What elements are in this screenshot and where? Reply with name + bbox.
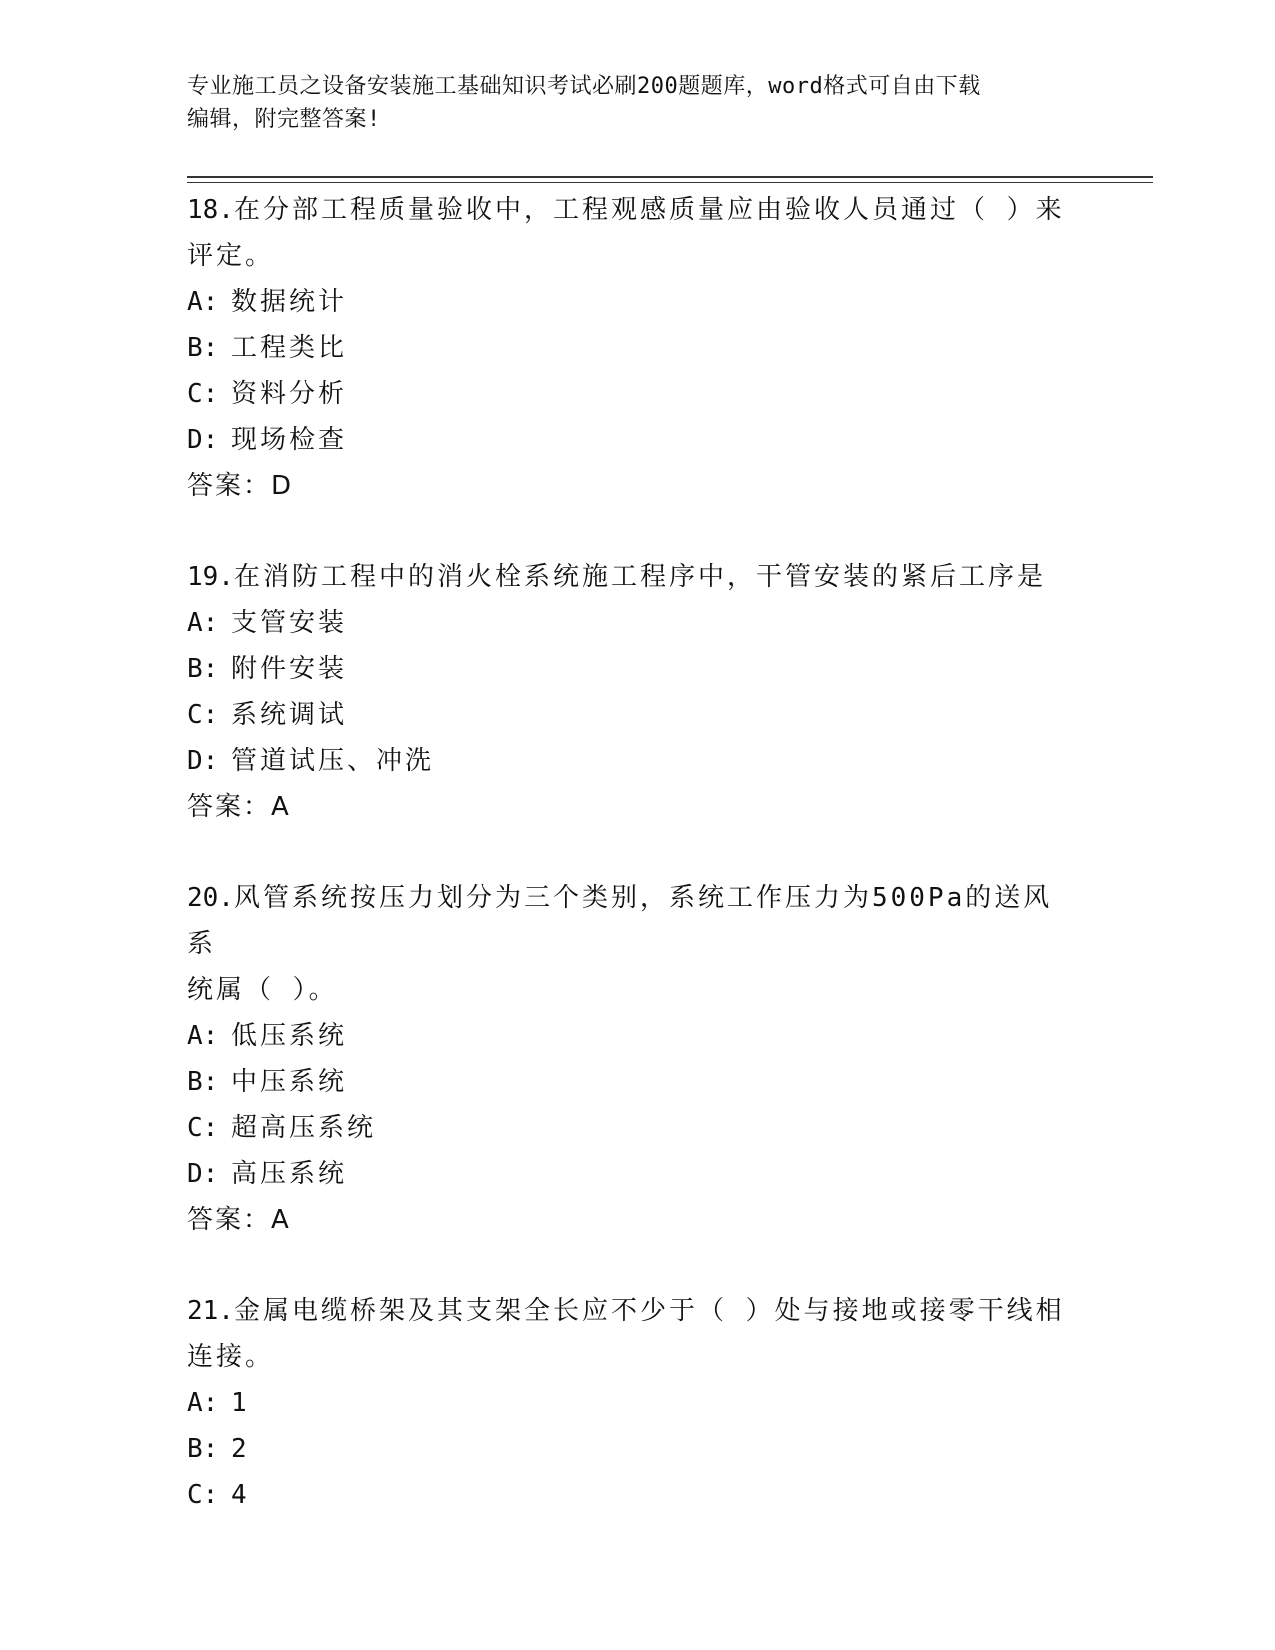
question-stem-line1: 金属电缆桥架及其支架全长应不少于（ ）处与接地或接零干线相	[233, 1296, 1065, 1326]
question-number: 20.	[187, 883, 234, 913]
question-stem-line2: 连接。	[187, 1342, 275, 1372]
question-number: 18.	[187, 195, 234, 225]
option-letter: B:	[187, 654, 219, 684]
question-number: 21.	[187, 1296, 234, 1326]
question-18	[187, 187, 1067, 509]
option-text: 系统调试	[231, 700, 348, 730]
option-text: 现场检查	[231, 425, 348, 455]
option-c	[187, 1472, 1067, 1518]
option-b	[187, 646, 1067, 692]
option-a	[187, 1013, 1067, 1059]
answer-line: 答案：D	[187, 471, 294, 501]
option-a	[187, 1380, 1067, 1426]
option-text: 管道试压、冲洗	[231, 746, 435, 776]
header-title-line1: 专业施工员之设备安装施工基础知识考试必刷200题题库，word格式可自由下载	[187, 74, 981, 99]
option-letter: A:	[187, 608, 219, 638]
option-letter: C:	[187, 700, 219, 730]
question-stem-line1: 在分部工程质量验收中，工程观感质量应由验收人员通过（ ）来	[233, 195, 1065, 225]
question-number: 19.	[187, 562, 234, 592]
question-21	[187, 1288, 1067, 1518]
option-text: 超高压系统	[231, 1113, 377, 1143]
option-a	[187, 600, 1067, 646]
option-text: 工程类比	[231, 333, 348, 363]
question-stem-line2: 统属（ ）。	[187, 975, 338, 1005]
question-19	[187, 554, 1067, 830]
option-d	[187, 1151, 1067, 1197]
option-letter: D:	[187, 1159, 219, 1189]
header-divider-thick	[187, 176, 1153, 178]
answer-line: 答案：A	[187, 792, 291, 822]
option-letter: A:	[187, 1388, 219, 1418]
option-letter: D:	[187, 746, 219, 776]
question-stem-line1: 风管系统按压力划分为三个类别，系统工作压力为500Pa的送风系	[187, 883, 1053, 959]
option-letter: A:	[187, 287, 219, 317]
option-text: 高压系统	[231, 1159, 348, 1189]
option-b	[187, 1426, 1067, 1472]
option-letter: D:	[187, 425, 219, 455]
header-divider-thin	[187, 182, 1153, 183]
option-c	[187, 1105, 1067, 1151]
question-list	[187, 187, 1067, 1563]
option-letter: C:	[187, 1113, 219, 1143]
option-text: 低压系统	[231, 1021, 348, 1051]
option-text: 中压系统	[231, 1067, 348, 1097]
option-letter: A:	[187, 1021, 219, 1051]
header-title-line2: 编辑，附完整答案!	[187, 107, 381, 132]
option-text: 数据统计	[231, 287, 348, 317]
option-letter: B:	[187, 1067, 219, 1097]
option-c	[187, 371, 1067, 417]
answer-line: 答案：A	[187, 1205, 291, 1235]
document-header	[187, 70, 1067, 136]
option-b	[187, 325, 1067, 371]
option-text: 2	[231, 1434, 250, 1464]
option-text: 资料分析	[231, 379, 348, 409]
option-c	[187, 692, 1067, 738]
option-letter: B:	[187, 1434, 219, 1464]
option-b	[187, 1059, 1067, 1105]
option-d	[187, 417, 1067, 463]
option-a	[187, 279, 1067, 325]
question-stem	[187, 1288, 1067, 1334]
question-stem	[187, 875, 1067, 967]
option-letter: C:	[187, 379, 219, 409]
option-text: 4	[231, 1480, 250, 1510]
option-text: 1	[231, 1388, 250, 1418]
question-stem	[187, 554, 1067, 600]
question-stem-line1: 在消防工程中的消火栓系统施工程序中，干管安装的紧后工序是	[233, 562, 1046, 592]
option-text: 支管安装	[231, 608, 348, 638]
option-text: 附件安装	[231, 654, 348, 684]
option-letter: C:	[187, 1480, 219, 1510]
option-d	[187, 738, 1067, 784]
question-20	[187, 875, 1067, 1243]
option-letter: B:	[187, 333, 219, 363]
question-stem-line2: 评定。	[187, 241, 275, 271]
question-stem	[187, 187, 1067, 233]
